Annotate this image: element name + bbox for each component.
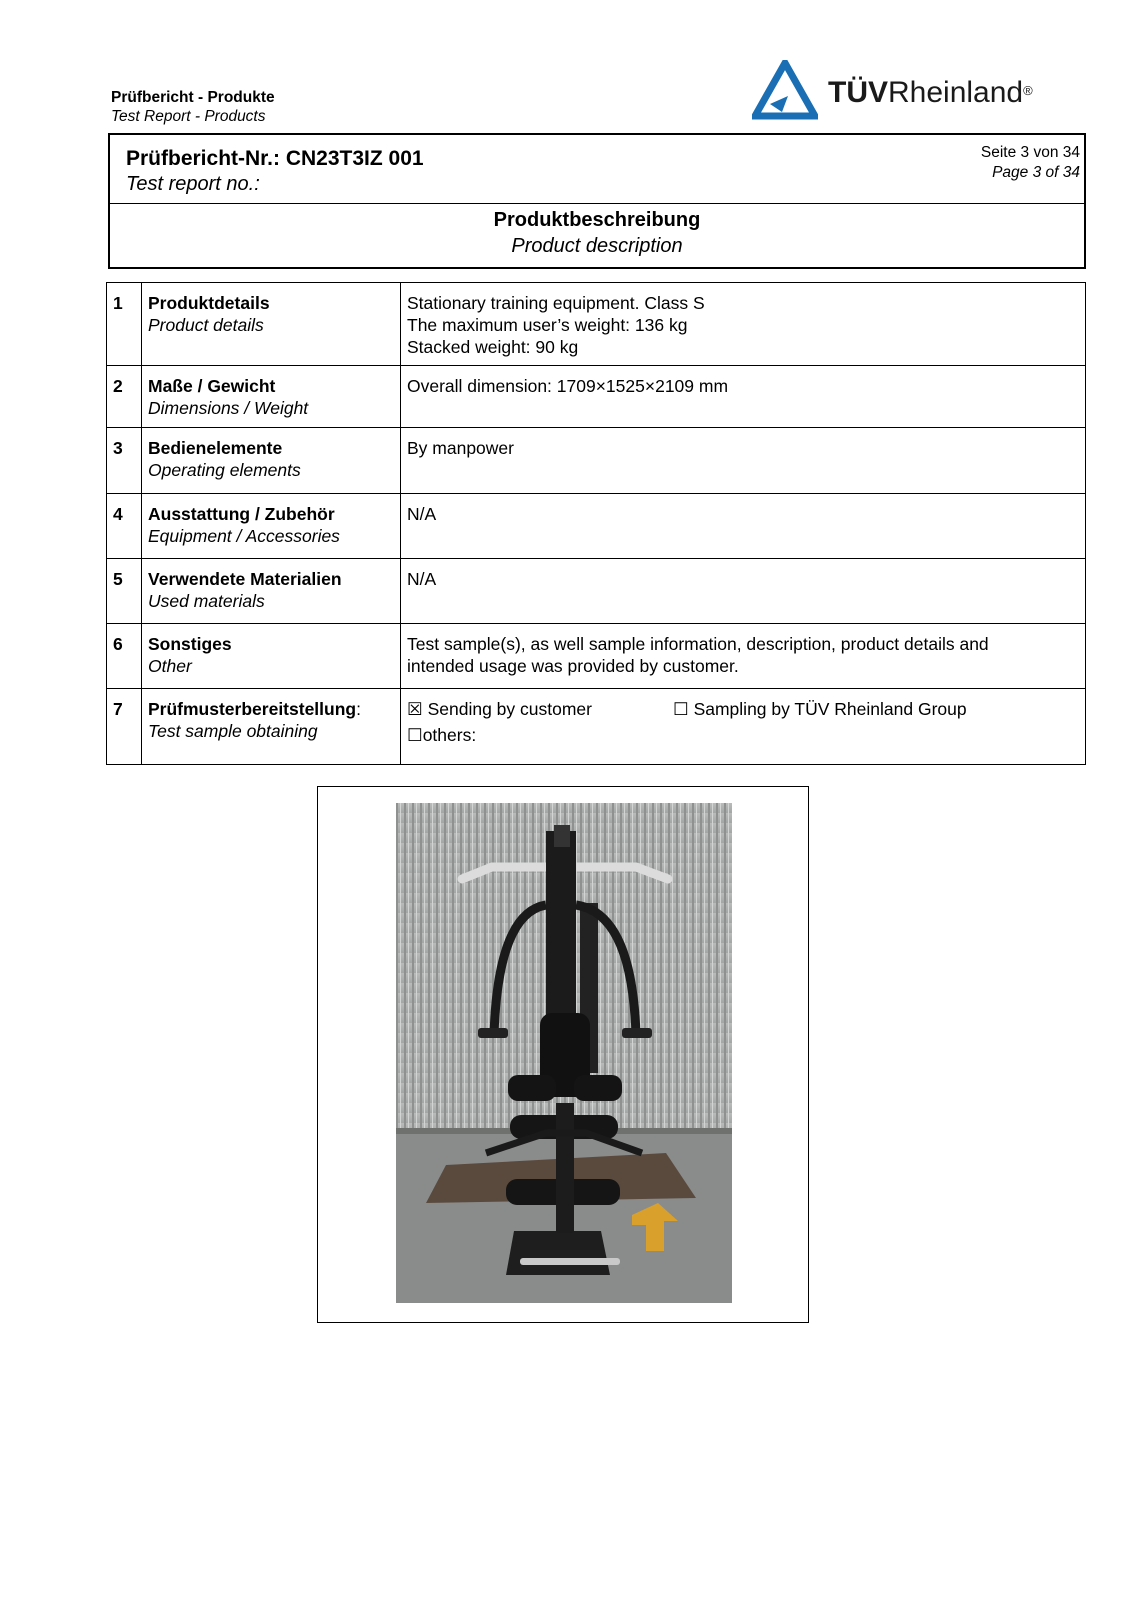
checkbox-unchecked-icon[interactable]: ☐ — [673, 699, 689, 719]
header-title-en: Test Report - Products — [111, 108, 266, 125]
page-number — [981, 143, 1080, 183]
value-line: By manpower — [407, 438, 514, 458]
row-label — [142, 559, 401, 624]
row-number: 7 — [107, 689, 142, 765]
section-title-en: Product description — [511, 235, 683, 257]
logo-wordmark — [828, 76, 1033, 110]
value-line: Stationary training equipment. Class S — [407, 293, 705, 313]
value-line: N/A — [407, 569, 437, 589]
row-label — [142, 283, 401, 366]
table-row — [107, 494, 1086, 559]
report-number-row — [110, 135, 1084, 204]
row-label — [142, 428, 401, 494]
product-photo-frame — [317, 786, 809, 1323]
row-number: 2 — [107, 366, 142, 428]
row-label-en: Test sample obtaining — [148, 721, 318, 741]
report-info-box — [108, 133, 1086, 269]
row-number: 6 — [107, 624, 142, 689]
row-label-en: Used materials — [148, 591, 265, 611]
row-value — [401, 494, 1086, 559]
section-title — [110, 207, 1084, 259]
table-row — [107, 428, 1086, 494]
checkbox-checked-icon[interactable]: ☒ — [407, 699, 423, 719]
row-label-en: Product details — [148, 315, 264, 335]
row-label-en: Operating elements — [148, 460, 301, 480]
option-sampling-by-tuv[interactable] — [673, 695, 967, 723]
section-title-de: Produktbeschreibung — [493, 209, 701, 231]
row-label-de: Bedienelemente — [148, 438, 283, 458]
document-header — [111, 88, 275, 126]
product-details-table — [106, 282, 1086, 765]
row-value — [401, 366, 1086, 428]
row-label — [142, 624, 401, 689]
row-label-de: Sonstiges — [148, 634, 232, 654]
row-number: 4 — [107, 494, 142, 559]
value-line: The maximum user’s weight: 136 kg — [407, 315, 688, 335]
value-line: N/A — [407, 504, 437, 524]
sample-options — [401, 689, 1086, 765]
logo-rheinland: Rheinland — [888, 76, 1024, 109]
row-label — [142, 689, 401, 765]
value-line: Test sample(s), as well sample information, description, product details and — [407, 634, 989, 654]
row-label — [142, 494, 401, 559]
option-label: Sending by customer — [427, 699, 592, 719]
row-label-en: Dimensions / Weight — [148, 398, 309, 418]
row-value — [401, 624, 1086, 689]
row-label-en: Other — [148, 656, 192, 676]
product-photo — [396, 803, 732, 1303]
logo-tuv: TÜV — [828, 76, 888, 109]
row-number: 3 — [107, 428, 142, 494]
row-label — [142, 366, 401, 428]
checkbox-unchecked-icon[interactable]: ☐ — [407, 725, 423, 745]
row-number: 5 — [107, 559, 142, 624]
tuv-rheinland-logo — [752, 60, 1072, 120]
logo-registered: ® — [1023, 83, 1033, 98]
option-label: others: — [422, 725, 477, 745]
row-label-colon: : — [356, 699, 361, 719]
table-row — [107, 624, 1086, 689]
report-number-en: Test report no.: — [126, 173, 260, 195]
table-row — [107, 689, 1086, 765]
row-value — [401, 559, 1086, 624]
value-line: Overall dimension: 1709×1525×2109 mm — [407, 376, 729, 396]
table-row — [107, 283, 1086, 366]
row-label-de: Maße / Gewicht — [148, 376, 276, 396]
row-label-de: Verwendete Materialien — [148, 569, 342, 589]
row-value — [401, 283, 1086, 366]
row-number: 1 — [107, 283, 142, 366]
table-row — [107, 559, 1086, 624]
page-number-en: Page 3 of 34 — [992, 164, 1080, 181]
option-others[interactable] — [407, 723, 476, 747]
row-label-de: Ausstattung / Zubehör — [148, 504, 335, 524]
report-number-de: Prüfbericht-Nr.: CN23T3IZ 001 — [126, 147, 424, 170]
row-value — [401, 428, 1086, 494]
value-line: Stacked weight: 90 kg — [407, 337, 579, 357]
value-line: intended usage was provided by customer. — [407, 656, 739, 676]
row-label-de: Prüfmusterbereitstellung — [148, 699, 357, 719]
page-number-de: Seite 3 von 34 — [980, 144, 1080, 161]
table-row — [107, 366, 1086, 428]
row-label-en: Equipment / Accessories — [148, 526, 340, 546]
row-label-de: Produktdetails — [148, 293, 270, 313]
option-label: Sampling by TÜV Rheinland Group — [693, 699, 967, 719]
tuv-triangle-icon — [752, 60, 818, 120]
header-title-de: Prüfbericht - Produkte — [111, 89, 275, 106]
option-sending-by-customer[interactable] — [407, 695, 592, 723]
